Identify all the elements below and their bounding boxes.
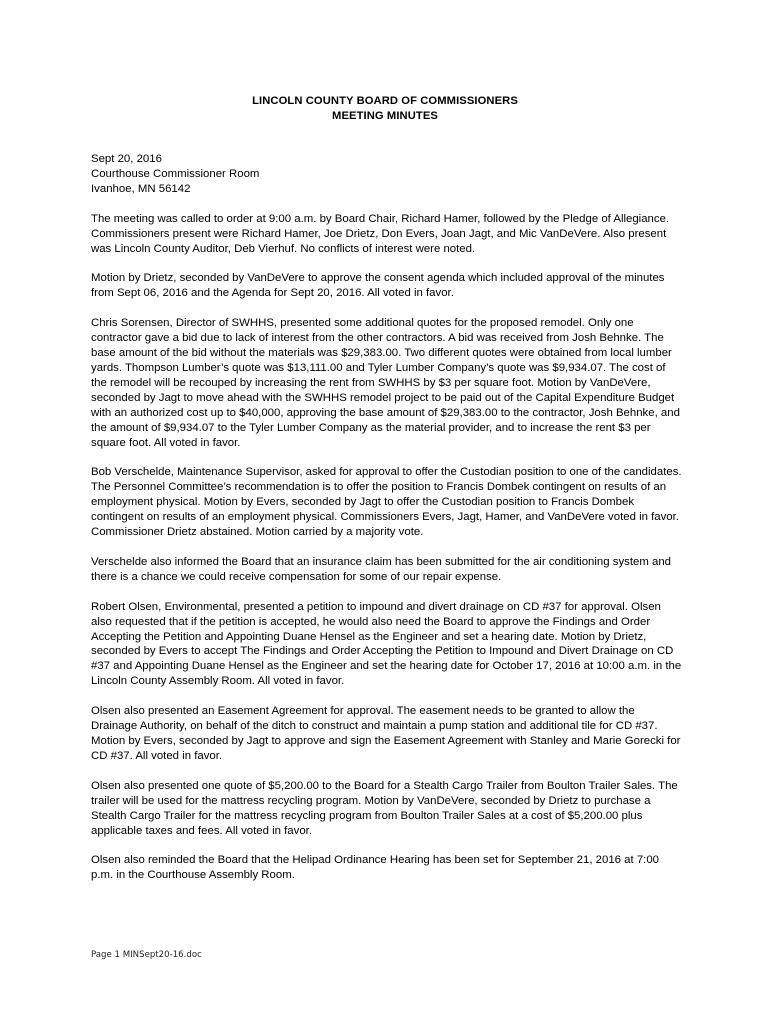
paragraph-helipad-hearing: Olsen also reminded the Board that the Helipad Ordinance Hearing has been set for September 21, 2016 at 7:00 p.m. in the Courthouse Assembly Room. [91,854,659,882]
title-line-minutes: MEETING MINUTES [332,110,438,122]
page-footer: Page 1 MINSept20-16.doc [91,950,202,960]
paragraph-drainage-petition: Robert Olsen, Environmental, presented a petition to impound and divert drainage on CD #37 for approval. Olsen also requested that if the petition is accepted, he would also need the Board to approve the Findings and Order Accepting the Petition and Appointing Duane Hensel as the Engineer and set a hearing date. Motion by Drietz, seconded by Evers to accept The Findings and Order Accepting the Petition to Impound and Divert Drainage on CD #37 and Appointing Duane Hensel as the Engineer and set the hearing date for October 17, 2016 at 10:00 a.m. in the Lincoln County Assembly Room. All voted in favor. [91,600,682,688]
paragraph-cargo-trailer: Olsen also presented one quote of $5,200.00 to the Board for a Stealth Cargo Trailer from Boulton Trailer Sales. The trailer will be used for the mattress recycling program. Motion by VanDeVere, seconded by Drietz to purchase a Stealth Cargo Trailer for the mattress recycling program from Boulton Trailer Sales at a cost of $5,200.00 plus applicable taxes and fees. All voted in favor. [91,779,678,837]
document-title [0,94,770,124]
meeting-info-block [91,152,683,197]
paragraph-easement-agreement: Olsen also presented an Easement Agreement for approval. The easement needs to be granted to allow the Drainage Authority, on behalf of the ditch to construct and maintain a pump station and additional tile for CD #37. Motion by Evers, seconded by Jagt to approve and sign the Easement Agreement with Stanley and Marie Gorecki for CD #37. All voted in favor. [91,705,681,762]
document-body [91,152,683,898]
title-line-board: LINCOLN COUNTY BOARD OF COMMISSIONERS [252,95,518,107]
meeting-location: Courthouse Commissioner Room [91,167,260,180]
meeting-date: Sept 20, 2016 [91,153,162,165]
paragraph-swhhs-remodel: Chris Sorensen, Director of SWHHS, presented some additional quotes for the proposed remodel. Only one contractor gave a bid due to lack of interest from the other contractors. A bid was received from Josh Behnke. The base amount of the bid without the materials was $29,383.00. Two different quotes were obtained from local lumber yards. Thompson Lumber’s quote was $13,111.00 and Tyler Lumber Company’s quote was $9,934.07. The cost of the remodel will be recouped by increasing the rent from SWHHS by $3 per square foot. Motion by VanDeVere, seconded by Jagt to move ahead with the SWHHS remodel project to be paid out of the Capital Expenditure Budget with an authorized cost up to $40,000, approving the base amount of $29,383.00 to the contractor, Josh Behnke, and the amount of $9,934.07 to the Tyler Lumber Company as the material provider, and to increase the rent $3 per square foot. All voted in favor. [91,317,680,449]
paragraph-insurance-claim: Verschelde also informed the Board that an insurance claim has been submitted for the air conditioning system and there is a chance we could receive compensation for some of our repair expense. [91,555,671,583]
paragraph-call-to-order: The meeting was called to order at 9:00 a.m. by Board Chair, Richard Hamer, followed by the Pledge of Allegiance. Commissioners present were Richard Hamer, Joe Drietz, Don Evers, Joan Jagt, and Mic VanDeVere. Also present was Lincoln County Auditor, Deb Vierhuf. No conflicts of interest were noted. [91,212,670,255]
paragraph-consent-agenda: Motion by Drietz, seconded by VanDeVere to approve the consent agenda which included approval of the minutes from Sept 06, 2016 and the Agenda for Sept 20, 2016. All voted in favor. [91,272,665,300]
paragraph-custodian-position: Bob Verschelde, Maintenance Supervisor, asked for approval to offer the Custodian position to one of the candidates. The Personnel Committee’s recommendation is to offer the position to Francis Dombek contingent on results of an employment physical. Motion by Evers, seconded by Jagt to offer the Custodian position to Francis Dombek contingent on results of an employment physical. Commissioners Evers, Jagt, Hamer, and VanDeVere voted in favor. Commissioner Drietz abstained. Motion carried by a majority vote. [91,466,682,539]
meeting-city: Ivanhoe, MN 56142 [91,182,191,195]
